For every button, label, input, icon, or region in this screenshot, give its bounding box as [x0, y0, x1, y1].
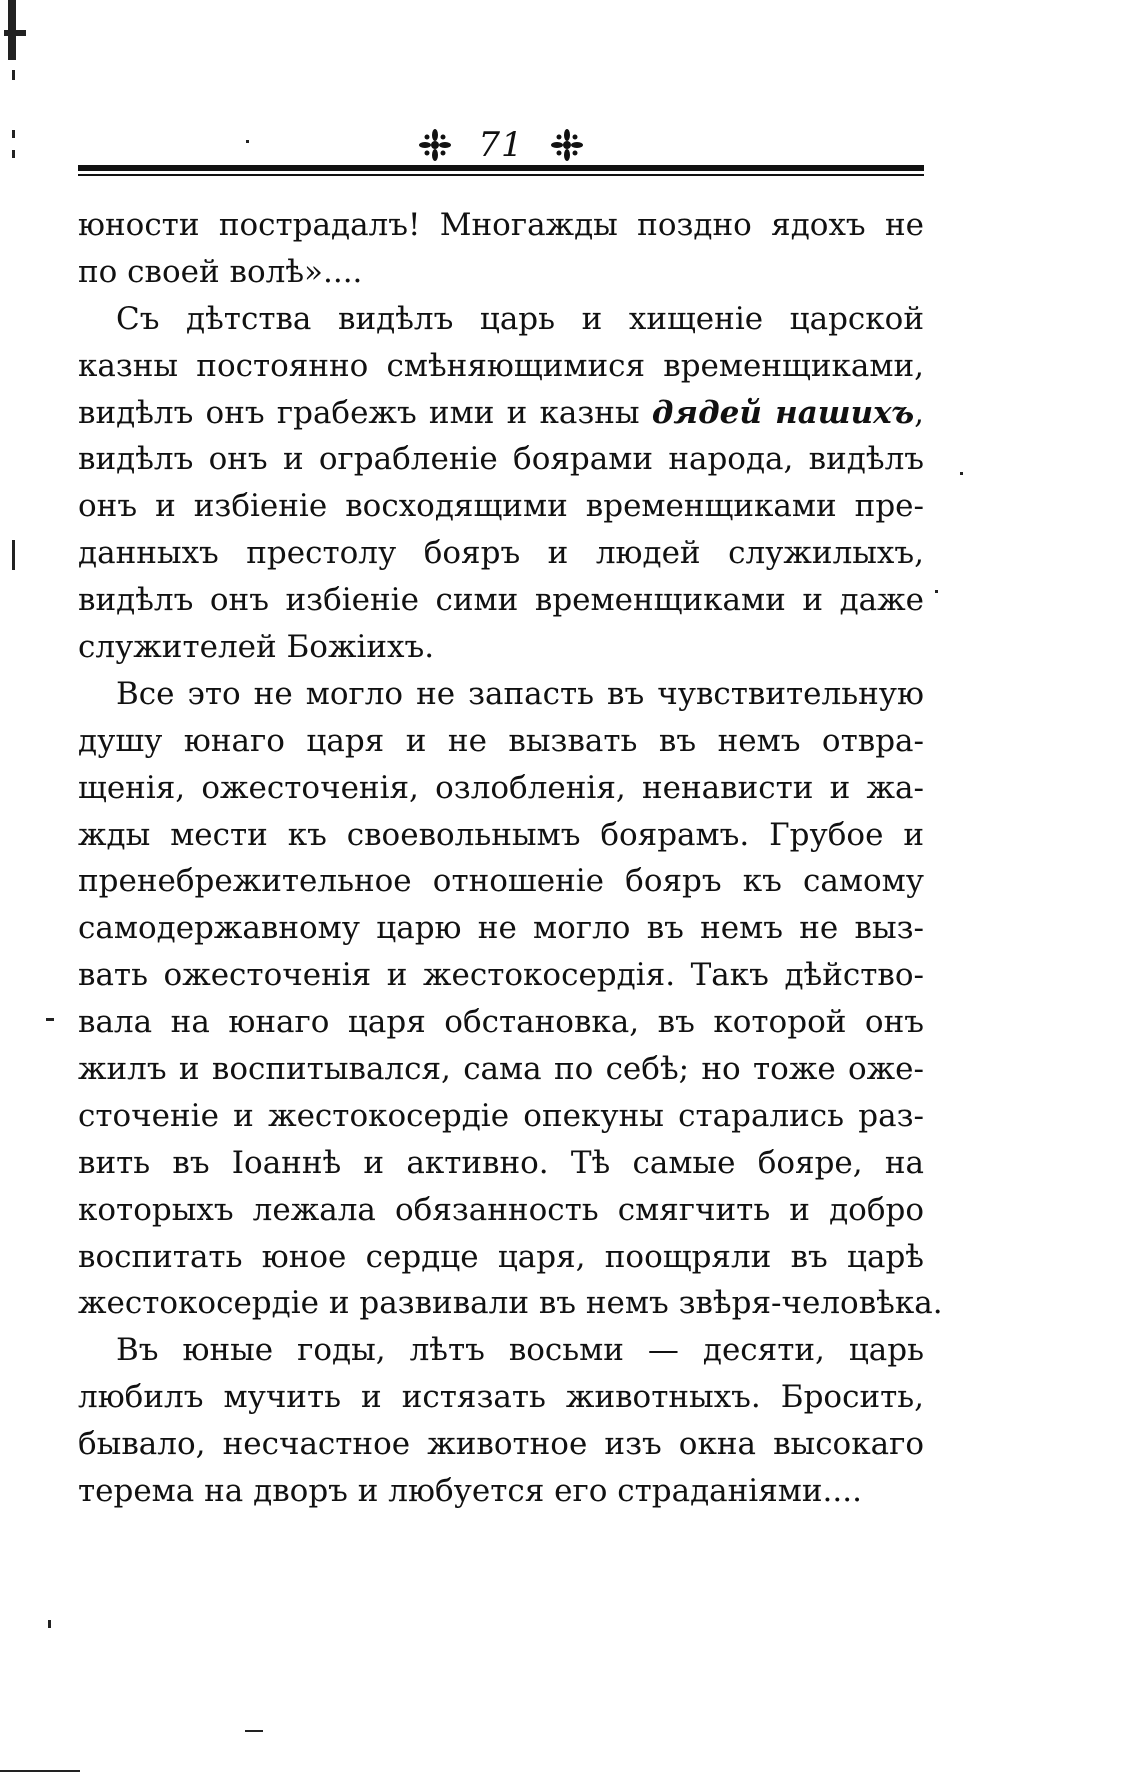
text-line: вала на юнаго царя обстановка, въ которой онъ: [78, 1004, 924, 1041]
text-line: сточеніе и жестокосердіе опекуны старались раз-: [78, 1097, 924, 1134]
body-text: [78, 202, 943, 1515]
text-line: Все это не могло не запасть въ чувствительную: [116, 675, 924, 712]
floral-ornament-icon: [550, 128, 584, 162]
text-line: видѣлъ онъ и ограбленіе боярами народа, видѣлъ: [78, 441, 924, 478]
text-line: жилъ и воспитывался, сама по себѣ; но тоже оже-: [78, 1051, 924, 1088]
text-line: жестокосердіе и развивали въ немъ звѣря-человѣка.: [78, 1285, 943, 1322]
text-line: воспитать юное сердце царя, поощряли въ царѣ: [78, 1238, 924, 1275]
text-line: [78, 390, 924, 437]
text-line: жды мести къ своевольнымъ боярамъ. Грубое и: [78, 816, 924, 853]
text-fragment: ,: [914, 394, 924, 431]
text-line: душу юнаго царя и не вызвать въ немъ отвра-: [78, 722, 924, 759]
text-line: терема на дворъ и любуется его страданіями....: [78, 1473, 862, 1510]
text-line: самодержавному царю не могло въ немъ не выз-: [78, 910, 924, 947]
scan-speck: [4, 30, 26, 36]
scan-speck: [12, 540, 15, 570]
scan-speck: [12, 150, 15, 158]
scan-speck: [960, 472, 963, 475]
scan-speck: [12, 130, 15, 138]
text-line: казны постоянно смѣняющимися временщиками,: [78, 347, 924, 384]
text-line: по своей волѣ»....: [78, 253, 363, 290]
scan-speck: [935, 590, 938, 593]
text-fragment: видѣлъ онъ грабежъ ими и казны: [78, 394, 652, 431]
scan-speck: [46, 1018, 54, 1021]
header-rule-thick: [78, 165, 924, 171]
text-line: служителей Божіихъ.: [78, 629, 435, 666]
page-number: 71: [478, 125, 524, 165]
scan-speck: [0, 1770, 80, 1772]
text-line: которыхъ лежала обязанность смягчить и добро: [78, 1191, 924, 1228]
text-line: вить въ Іоаннѣ и активно. Тѣ самые бояре, на: [78, 1144, 924, 1181]
text-line: видѣлъ онъ избіеніе сими временщиками и даже: [78, 582, 924, 619]
floral-ornament-icon: [418, 128, 452, 162]
text-line: юности пострадалъ! Многажды поздно ядохъ не: [78, 207, 924, 243]
text-line: Въ юные годы, лѣтъ восьми — десяти, царь: [116, 1332, 924, 1369]
header-rule: [78, 165, 924, 177]
text-line: онъ и избіеніе восходящими временщиками пре-: [78, 488, 924, 525]
text-line: данныхъ престолу бояръ и людей служилыхъ,: [78, 535, 924, 572]
scan-speck: [245, 1730, 263, 1732]
header-rule-thin: [78, 174, 924, 176]
text-line: вать ожесточенія и жестокосердія. Такъ дѣйство-: [78, 957, 924, 994]
text-line: любилъ мучить и истязать животныхъ. Бросить,: [78, 1379, 924, 1416]
text-line: бывало, несчастное животное изъ окна высокаго: [78, 1426, 924, 1463]
scan-speck: [12, 70, 15, 80]
italic-emphasis: дядей нашихъ: [651, 394, 915, 431]
scan-speck: [48, 1620, 51, 1628]
text-line: Съ дѣтства видѣлъ царь и хищеніе царской: [116, 300, 924, 337]
text-line: щенія, ожесточенія, озлобленія, ненависти и жа-: [78, 769, 924, 806]
text-line: пренебрежительное отношеніе бояръ къ самому: [78, 863, 924, 900]
